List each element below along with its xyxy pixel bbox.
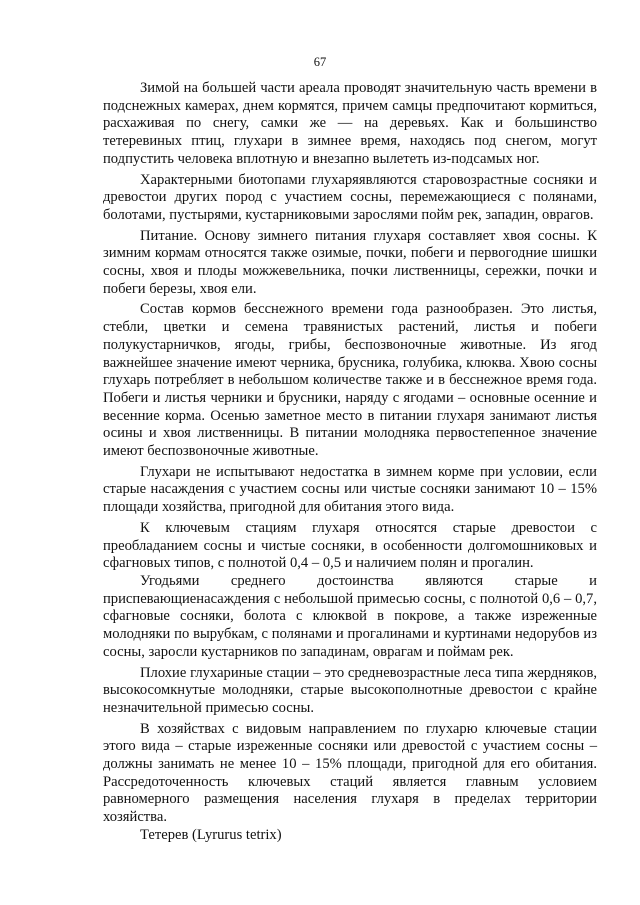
paragraph-management: В хозяйствах с видовым направлением по глухарю ключевые стации этого вида – старые изреженные сосняки или древостой с участием сосны – должны занимать не менее 10 – 15% площади, пригодной для его обитания. Рассредоточенность ключевых стаций является главным условием равномерного размещения населения глухаря в пределах территории хозяйства.: [103, 720, 597, 826]
paragraph-key-habitats: К ключевым стациям глухаря относятся старые древостои с преобладанием сосны и чистые сосняки, в особенности долгомошниковых и сфагновых типов, с полнотой 0,4 – 0,5 и наличием полян и прогалин.: [103, 519, 597, 572]
document-body: [103, 80, 597, 845]
paragraph-biotopes: Характерными биотопами глухаряявляются старовозрастные сосняки и древостои других пород с участием сосны, перемежающиеся с полянами, болотами, пустырями, кустарниковыми зарослями пойм рек, западин, оврагов.: [103, 171, 597, 223]
paragraph-winter-behavior: Зимой на большей части ареала проводят значительную часть времени в подснежных камерах, днем кормятся, причем самцы предпочитают кормиться, расхаживая по снегу, самки же — на деревьях. Как и большинство тетеревиных птиц, глухари в зимнее время, находясь под снегом, могут подпустить человека вплотную и внезапно вылететь из-подсамых ног.: [103, 80, 597, 167]
paragraph-winter-diet: Питание. Основу зимнего питания глухаря составляет хвоя сосны. К зимним кормам относятся также озимые, почки, побеги и первогодние шишки сосны, хвоя и плоды можжевельника, почки лиственницы, сережки, почки и побеги березы, хвоя ели.: [103, 227, 597, 297]
paragraph-winter-food-supply: Глухари не испытывают недостатка в зимнем корме при условии, если старые насаждения с участием сосны или чистые сосняки занимают 10 – 15% площади хозяйства, пригодной для обитания этого вида.: [103, 463, 597, 516]
paragraph-summer-diet: Состав кормов бесснежного времени года разнообразен. Это листья, стебли, цветки и семена травянистых растений, листья и побеги полукустарничков, ягоды, грибы, беспозвоночные животные. Из ягод важнейшее значение имеют черника, брусника, голубика, клюква. Хвою сосны глухарь потребляет в небольшом количестве также и в бесснежное время года. Побеги и листья черники и брусники, наряду с ягодами – основные осенние и весенние корма. Осенью заметное место в питании глухаря занимают листья осины и хвоя лиственницы. В питании молодняка первостепенное значение имеют беспозвоночные животные.: [103, 301, 597, 460]
page-number: 67: [313, 55, 327, 69]
paragraph-poor-habitats: Плохие глухариные стации – это средневозрастные леса типа жердняков, высокосомкнутые молодняки, старые высокополнотные древостои с крайне незначительной примесью сосны.: [103, 664, 597, 716]
paragraph-medium-habitats: Угодьями среднего достоинства являются старые и приспевающиенасаждения с небольшой примесью сосны, с полнотой 0,6 – 0,7, сфагновые сосняки, болота с клюквой в покрове, а также изреженные молодняки по вырубкам, с полянами и прогалинами и куртинами недорубов из сосны, заросли кустарников по западинам, оврагам и поймам рек.: [103, 572, 597, 660]
section-heading-black-grouse: Тетерев (Lyrurus tetrix): [140, 826, 282, 843]
